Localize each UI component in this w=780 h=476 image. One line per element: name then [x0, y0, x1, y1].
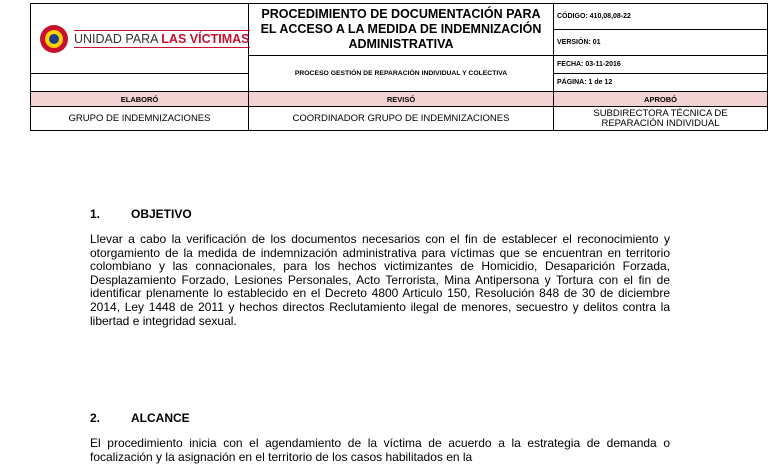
section-title: ALCANCE [131, 411, 190, 425]
reviso-value: COORDINADOR GRUPO DE INDEMNIZACIONES [249, 107, 554, 131]
section-heading [90, 207, 670, 221]
pagina-field: PÁGINA: 1 de 12 [554, 74, 768, 92]
section-body: El procedimiento inicia con el agendamiento de la víctima de acuerdo a la estrategia de demanda o focalización y la asignación en el territorio de los casos habilitados en la [90, 436, 670, 464]
logo-emblem-icon [40, 25, 68, 53]
document-header-table [30, 3, 768, 131]
section-alcance [90, 411, 670, 464]
reviso-label: REVISÓ [249, 92, 554, 107]
section-heading [90, 411, 670, 425]
version-field: VERSIÓN: 01 [554, 30, 768, 56]
aprobo-value: SUBDIRECTORA TÉCNICA DE REPARACIÓN INDIVIDUAL [554, 107, 768, 131]
section-objetivo [90, 207, 670, 328]
document-title: PROCEDIMIENTO DE DOCUMENTACIÓN PARA EL ACCESO A LA MEDIDA DE INDEMNIZACIÓN ADMINISTRATIVA [249, 4, 554, 56]
process-name: PROCESO GESTIÓN DE REPARACIÓN INDIVIDUAL Y COLECTIVA [249, 56, 554, 92]
fecha-field: FECHA: 03-11-2016 [554, 56, 768, 74]
aprobo-label: APROBÓ [554, 92, 768, 107]
section-title: OBJETIVO [131, 207, 192, 221]
section-number: 2. [90, 411, 101, 425]
section-number: 1. [90, 207, 101, 221]
elaboro-value: GRUPO DE INDEMNIZACIONES [31, 107, 249, 131]
logo-cell-spacer [31, 74, 249, 92]
codigo-field: CÓDIGO: 410,08,08-22 [554, 4, 768, 30]
logo-cell [31, 4, 249, 74]
unidad-victimas-logo [31, 25, 248, 53]
elaboro-label: ELABORÓ [31, 92, 249, 107]
logo-text: UNIDAD PARA LAS VÍCTIMAS [74, 31, 250, 46]
section-body: Llevar a cabo la verificación de los documentos necesarios con el fin de establecer el reconocimiento y otorgamiento de la medida de indemnización administrativa para víctimas que se encuentran en territorio colombiano y las connacionales, para los hechos victimizantes de Homicidio, Desaparición Forzada, Desplazamiento Forzado, Lesiones Personales, Acto Terrorista, Mina Antipersona y Tortura con el fin de identificar plenamente lo establecido en el Decreto 4800 Articulo 150, Resolución 848 de 30 de diciembre 2014, Ley 1448 de 2011 y hechos directos Reclutamiento ilegal de menores, secuestro y delitos contra la libertad e integridad sexual. [90, 232, 670, 328]
